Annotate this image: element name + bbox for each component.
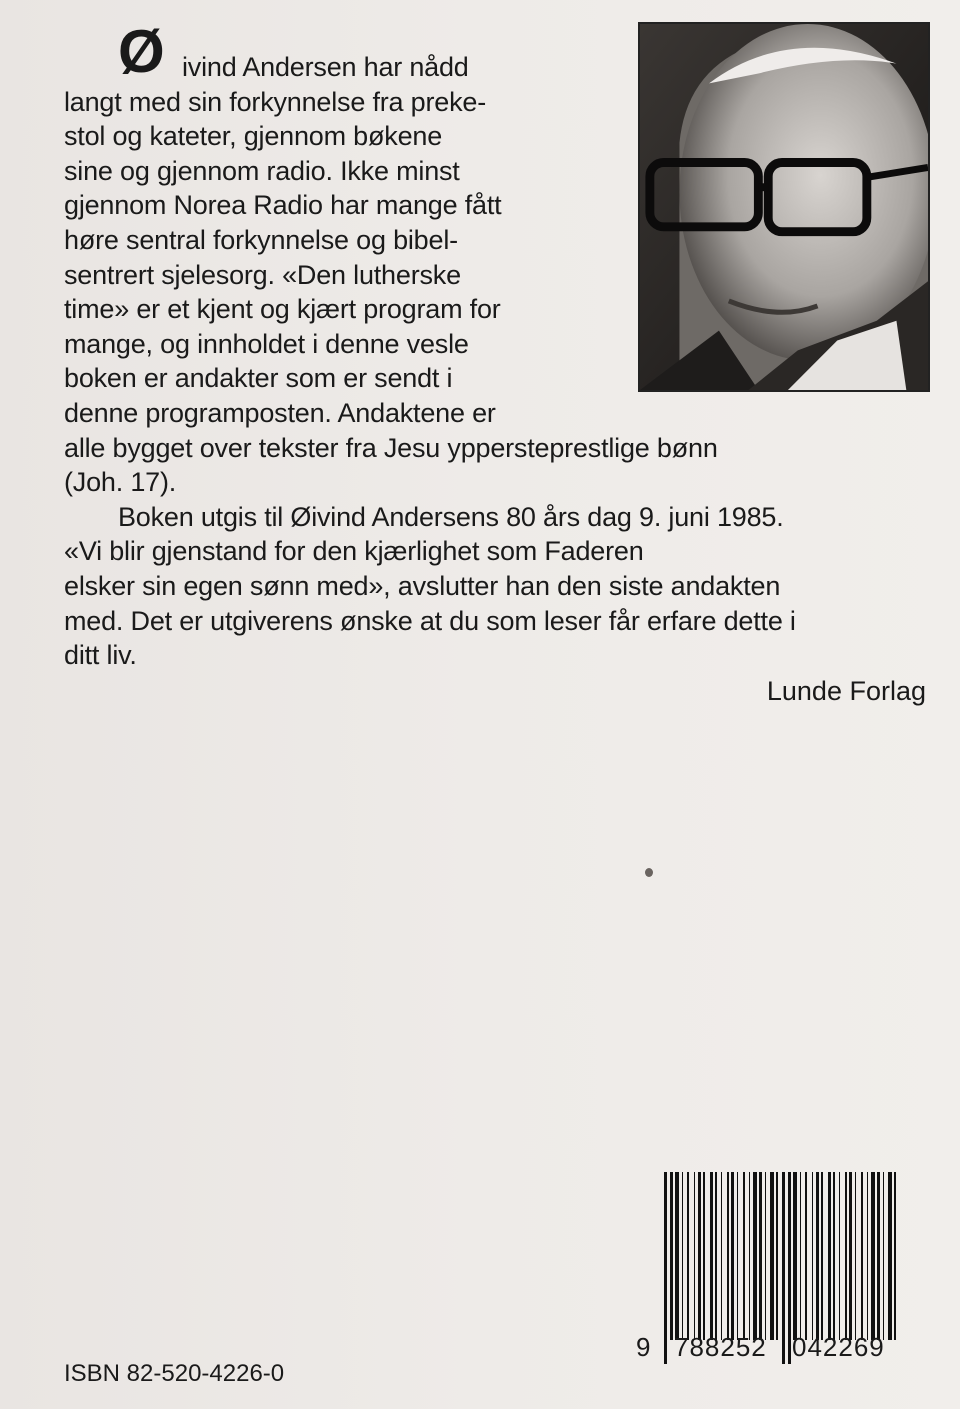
blurb-line: denne programposten. Andaktene er	[64, 397, 496, 428]
blurb-line: mange, og innholdet i denne vesle	[64, 328, 469, 359]
drop-cap: Ø	[118, 18, 165, 85]
barcode-bar	[782, 1172, 785, 1364]
barcode-bar	[839, 1172, 840, 1340]
barcode-bar	[687, 1172, 689, 1340]
isbn-number: ISBN 82-520-4226-0	[64, 1360, 285, 1387]
barcode-bar	[800, 1172, 801, 1340]
blurb-line: ivind Andersen har nådd	[182, 52, 469, 82]
blurb-line: stol og kateter, gjennom bøkene	[64, 121, 443, 152]
blurb-line: time» er et kjent og kjært program for	[64, 294, 501, 325]
blurb-line: «Vi blir gjenstand for den kjærlighet som Faderen	[64, 536, 644, 567]
barcode-bar	[703, 1172, 705, 1340]
barcode-first-digit: 9	[636, 1332, 651, 1362]
barcode-bars	[662, 1172, 910, 1340]
barcode-bar	[883, 1172, 884, 1340]
barcode-bar	[759, 1172, 762, 1340]
barcode-bar	[894, 1172, 896, 1340]
isbn-barcode	[662, 1172, 910, 1364]
blurb-line: gjennom Norea Radio har mange fått	[64, 190, 502, 221]
barcode-bar	[821, 1172, 823, 1340]
barcode-bar	[776, 1172, 778, 1340]
barcode-bar	[770, 1172, 774, 1340]
barcode-bar	[833, 1172, 835, 1340]
blurb-line: (Joh. 17).	[64, 467, 177, 498]
barcode-bar	[743, 1172, 745, 1340]
blurb-line: alle bygget over tekster fra Jesu yppersteprestlige bønn	[64, 432, 718, 463]
barcode-bar	[753, 1172, 757, 1340]
author-portrait-photo	[638, 22, 930, 392]
barcode-bar	[765, 1172, 766, 1340]
barcode-digit-group-2: 042269	[792, 1332, 885, 1362]
blurb-line: med. Det er utgiverens ønske at du som leser får erfare dette i	[64, 605, 796, 636]
barcode-bar	[867, 1172, 868, 1340]
barcode-bar	[845, 1172, 847, 1340]
barcode-bar	[675, 1172, 679, 1340]
blurb-line: boken er andakter som er sendt i	[64, 363, 453, 394]
blurb-line: ditt liv.	[64, 640, 137, 671]
barcode-digit-group-1: 788252	[674, 1332, 767, 1362]
barcode-bar	[812, 1172, 813, 1340]
barcode-bar	[710, 1172, 713, 1340]
barcode-bar	[694, 1172, 695, 1340]
barcode-bar	[721, 1172, 722, 1340]
barcode-bar	[855, 1172, 856, 1340]
blurb-line: sentrert sjelesorg. «Den lutherske	[64, 259, 461, 290]
barcode-bar	[727, 1172, 729, 1340]
publisher-signature: Lunde Forlag	[766, 676, 926, 706]
barcode-bar	[816, 1172, 819, 1340]
barcode-bar	[861, 1172, 863, 1340]
barcode-bar	[698, 1172, 701, 1340]
blurb-line: høre sentral forkynnelse og bibel-	[64, 224, 458, 255]
barcode-bar	[849, 1172, 852, 1340]
blurb-line: elsker sin egen sønn med», avslutter han den siste andakten	[64, 570, 781, 601]
barcode-bar	[749, 1172, 750, 1340]
barcode-bar	[715, 1172, 717, 1340]
barcode-bar	[737, 1172, 738, 1340]
blurb-line: Boken utgis til Øivind Andersens 80 års dag 9. juni 1985.	[118, 501, 784, 532]
barcode-bar	[793, 1172, 797, 1340]
barcode-bar	[682, 1172, 683, 1340]
barcode-bar	[670, 1172, 673, 1340]
barcode-bar	[664, 1172, 667, 1364]
barcode-bar	[805, 1172, 807, 1340]
portrait-icon	[640, 24, 928, 390]
barcode-bar	[828, 1172, 831, 1340]
blurb-line: sine og gjennom radio. Ikke minst	[64, 155, 460, 186]
barcode-bar	[871, 1172, 875, 1340]
barcode-bar	[888, 1172, 892, 1340]
barcode-bar	[788, 1172, 791, 1364]
barcode-bar	[731, 1172, 734, 1340]
paper-speck	[645, 868, 653, 877]
blurb-line: langt med sin forkynnelse fra preke-	[64, 86, 487, 117]
barcode-bar	[877, 1172, 880, 1340]
